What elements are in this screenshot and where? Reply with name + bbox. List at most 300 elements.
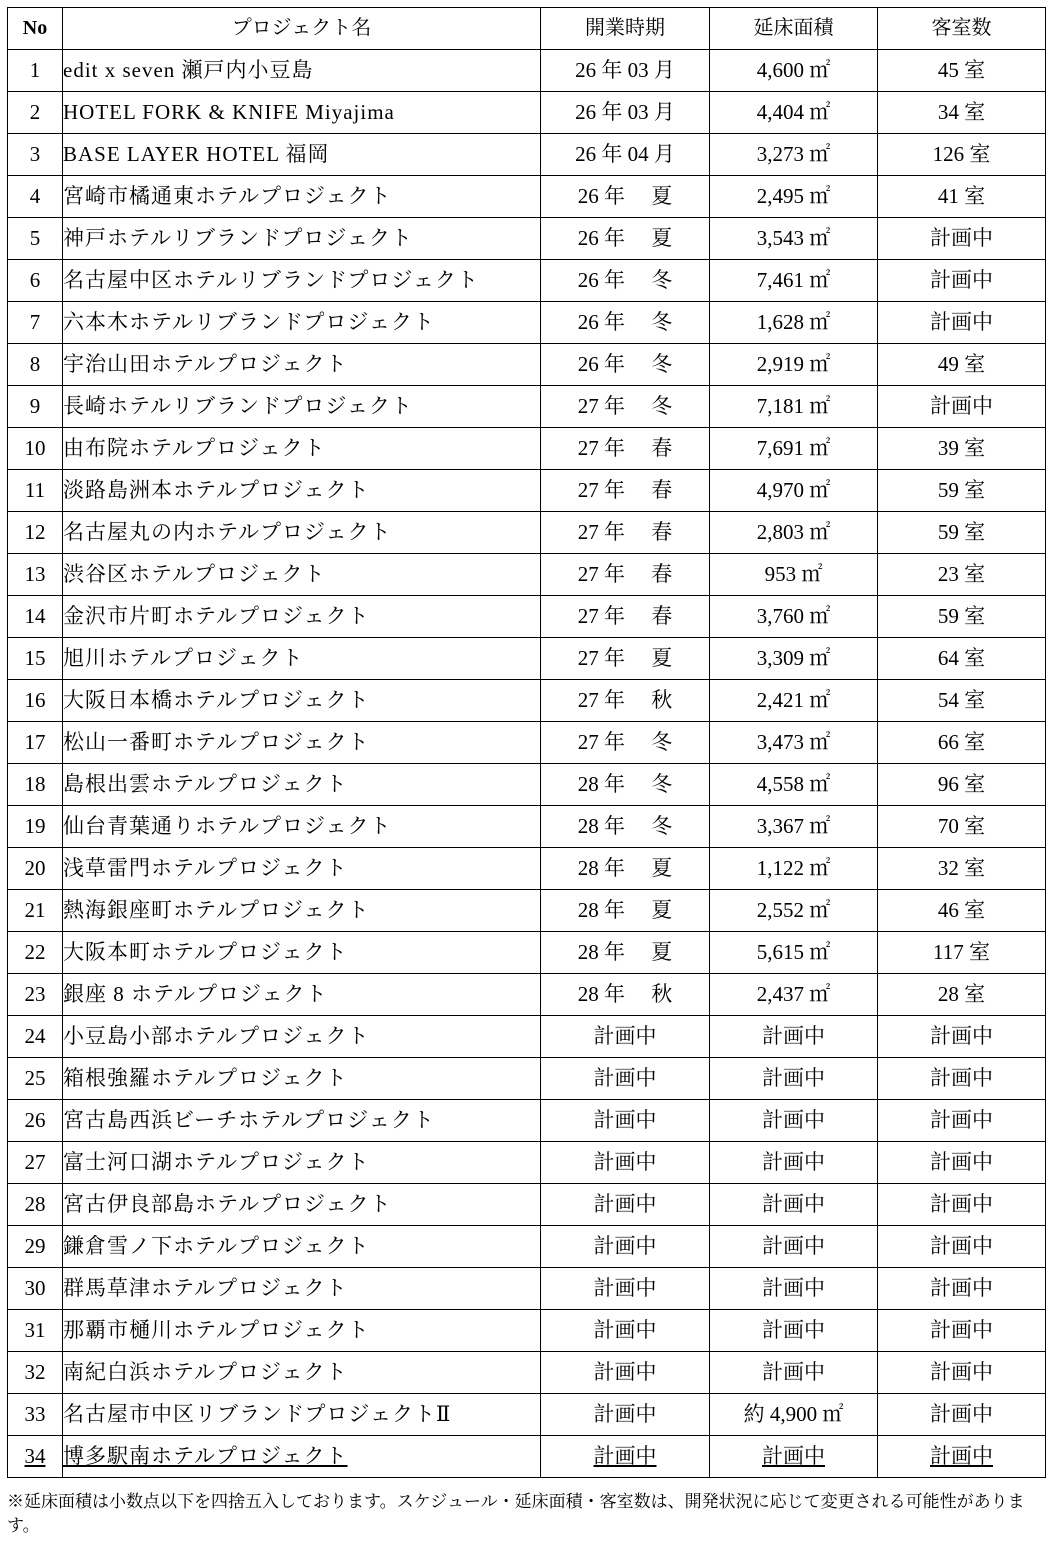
cell-room-count	[878, 1310, 1046, 1352]
cell-project-name-text: 仙台青葉通りホテルプロジェクト	[63, 814, 392, 838]
cell-project-name-text: 松山一番町ホテルプロジェクト	[63, 730, 370, 754]
cell-project-name-text: 由布院ホテルプロジェクト	[63, 436, 326, 460]
cell-no	[8, 1100, 63, 1142]
cell-floor-area	[710, 932, 878, 974]
cell-project-name-text: 旭川ホテルプロジェクト	[63, 646, 304, 670]
cell-opening-date	[541, 386, 710, 428]
table-row	[8, 806, 1046, 848]
cell-project-name	[63, 50, 541, 92]
cell-floor-area	[710, 722, 878, 764]
cell-opening-date	[541, 974, 710, 1016]
cell-opening-date-text: 計画中	[593, 1318, 657, 1342]
cell-project-name	[63, 806, 541, 848]
cell-no	[8, 512, 63, 554]
cell-project-name	[63, 260, 541, 302]
cell-opening-date-text: 計画中	[593, 1066, 657, 1090]
cell-no-text: 2	[29, 100, 41, 124]
cell-no	[8, 680, 63, 722]
cell-project-name	[63, 470, 541, 512]
table-header-row	[8, 8, 1046, 50]
cell-no	[8, 764, 63, 806]
cell-no	[8, 638, 63, 680]
cell-floor-area-text: 3,367 ㎡	[756, 814, 831, 838]
cell-room-count	[878, 890, 1046, 932]
cell-opening-date-text: 計画中	[593, 1402, 657, 1426]
cell-opening-date-text: 27 年 冬	[577, 730, 673, 754]
cell-opening-date-text: 28 年 夏	[577, 856, 673, 880]
cell-opening-date	[541, 638, 710, 680]
cell-opening-date	[541, 764, 710, 806]
cell-floor-area	[710, 134, 878, 176]
cell-opening-date	[541, 92, 710, 134]
cell-floor-area	[710, 974, 878, 1016]
cell-project-name-text: 銀座 8 ホテルプロジェクト	[63, 982, 328, 1006]
cell-room-count	[878, 596, 1046, 638]
cell-no-text: 14	[24, 604, 46, 628]
cell-no-text: 3	[29, 142, 41, 166]
cell-floor-area-text: 3,309 ㎡	[756, 646, 831, 670]
cell-floor-area	[710, 764, 878, 806]
header-floor-area: 延床面積	[710, 8, 878, 50]
cell-floor-area	[710, 1016, 878, 1058]
cell-opening-date	[541, 1310, 710, 1352]
cell-room-count	[878, 1100, 1046, 1142]
cell-no	[8, 596, 63, 638]
cell-no	[8, 848, 63, 890]
cell-no	[8, 302, 63, 344]
cell-project-name	[63, 176, 541, 218]
cell-no-text: 19	[24, 814, 46, 838]
cell-room-count	[878, 1226, 1046, 1268]
cell-floor-area-text: 計画中	[762, 1108, 825, 1132]
cell-opening-date-text: 26 年 03 月	[575, 100, 675, 124]
cell-no-text: 15	[24, 646, 46, 670]
cell-floor-area	[710, 344, 878, 386]
cell-no-text: 30	[24, 1276, 46, 1300]
cell-project-name-text: 浅草雷門ホテルプロジェクト	[63, 856, 348, 880]
cell-project-name	[63, 1352, 541, 1394]
cell-room-count	[878, 470, 1046, 512]
cell-room-count-text: 39 室	[937, 436, 986, 460]
cell-opening-date	[541, 1016, 710, 1058]
cell-no-text: 16	[24, 688, 46, 712]
cell-project-name	[63, 1142, 541, 1184]
cell-room-count	[878, 806, 1046, 848]
cell-floor-area	[710, 1058, 878, 1100]
cell-opening-date-text: 28 年 冬	[577, 814, 673, 838]
cell-no-text: 27	[24, 1150, 46, 1174]
table-row	[8, 722, 1046, 764]
table-row	[8, 50, 1046, 92]
cell-opening-date	[541, 722, 710, 764]
cell-no-text: 31	[24, 1318, 46, 1342]
cell-no	[8, 92, 63, 134]
cell-project-name-text: 大阪本町ホテルプロジェクト	[63, 940, 348, 964]
cell-room-count	[878, 50, 1046, 92]
cell-floor-area-text: 3,273 ㎡	[756, 142, 831, 166]
table-row	[8, 554, 1046, 596]
cell-floor-area-text: 2,421 ㎡	[756, 688, 831, 712]
cell-no	[8, 974, 63, 1016]
cell-project-name-text: HOTEL FORK & KNIFE Miyajima	[63, 100, 395, 124]
cell-no	[8, 218, 63, 260]
table-row	[8, 932, 1046, 974]
cell-opening-date-text: 計画中	[593, 1444, 657, 1468]
cell-no	[8, 260, 63, 302]
cell-floor-area	[710, 1226, 878, 1268]
cell-no-text: 34	[24, 1444, 46, 1468]
cell-no-text: 12	[24, 520, 46, 544]
cell-opening-date-text: 27 年 秋	[577, 688, 673, 712]
cell-floor-area-text: 2,803 ㎡	[756, 520, 831, 544]
table-row	[8, 974, 1046, 1016]
cell-floor-area	[710, 302, 878, 344]
cell-project-name-text: 博多駅南ホテルプロジェクト	[63, 1444, 348, 1468]
cell-floor-area	[710, 848, 878, 890]
table-row	[8, 386, 1046, 428]
cell-floor-area	[710, 50, 878, 92]
cell-floor-area	[710, 1436, 878, 1478]
cell-room-count	[878, 554, 1046, 596]
cell-opening-date-text: 26 年 夏	[577, 226, 673, 250]
cell-project-name	[63, 890, 541, 932]
cell-room-count-text: 59 室	[937, 520, 986, 544]
cell-room-count	[878, 1184, 1046, 1226]
cell-opening-date	[541, 1100, 710, 1142]
table-row	[8, 176, 1046, 218]
cell-opening-date	[541, 890, 710, 932]
cell-no	[8, 50, 63, 92]
cell-project-name-text: 群馬草津ホテルプロジェクト	[63, 1276, 348, 1300]
cell-floor-area-text: 7,691 ㎡	[756, 436, 831, 460]
cell-floor-area-text: 計画中	[762, 1318, 825, 1342]
cell-no	[8, 1184, 63, 1226]
cell-floor-area-text: 3,473 ㎡	[756, 730, 831, 754]
cell-room-count-text: 計画中	[930, 394, 993, 418]
table-row	[8, 848, 1046, 890]
cell-project-name	[63, 92, 541, 134]
cell-opening-date-text: 計画中	[593, 1192, 657, 1216]
header-no: No	[8, 8, 63, 50]
cell-floor-area-text: 計画中	[762, 1444, 825, 1468]
cell-floor-area	[710, 176, 878, 218]
cell-opening-date-text: 26 年 04 月	[575, 142, 675, 166]
cell-project-name-text: edit x seven 瀬戸内小豆島	[63, 58, 314, 82]
table-row	[8, 512, 1046, 554]
cell-opening-date-text: 計画中	[593, 1108, 657, 1132]
cell-room-count-text: 計画中	[930, 1192, 993, 1216]
cell-no	[8, 806, 63, 848]
cell-project-name-text: 那覇市樋川ホテルプロジェクト	[63, 1318, 370, 1342]
cell-no	[8, 344, 63, 386]
cell-room-count-text: 23 室	[937, 562, 986, 586]
cell-room-count	[878, 932, 1046, 974]
cell-opening-date-text: 27 年 夏	[577, 646, 673, 670]
cell-opening-date-text: 計画中	[593, 1150, 657, 1174]
cell-room-count-text: 70 室	[937, 814, 986, 838]
cell-floor-area-text: 計画中	[762, 1276, 825, 1300]
cell-room-count-text: 計画中	[930, 1444, 993, 1468]
table-row	[8, 1352, 1046, 1394]
cell-floor-area	[710, 1352, 878, 1394]
cell-project-name-text: 小豆島小部ホテルプロジェクト	[63, 1024, 370, 1048]
cell-floor-area-text: 1,122 ㎡	[756, 856, 831, 880]
cell-room-count-text: 64 室	[937, 646, 986, 670]
table-row	[8, 218, 1046, 260]
hotel-project-table	[7, 7, 1046, 1478]
cell-no	[8, 134, 63, 176]
cell-project-name	[63, 848, 541, 890]
cell-room-count-text: 32 室	[937, 856, 986, 880]
table-row	[8, 1058, 1046, 1100]
cell-opening-date	[541, 932, 710, 974]
cell-project-name	[63, 344, 541, 386]
cell-project-name-text: 宮崎市橘通東ホテルプロジェクト	[63, 184, 392, 208]
table-row	[8, 1436, 1046, 1478]
table-row	[8, 764, 1046, 806]
cell-room-count	[878, 428, 1046, 470]
cell-floor-area	[710, 92, 878, 134]
cell-room-count-text: 54 室	[937, 688, 986, 712]
table-row	[8, 260, 1046, 302]
cell-project-name	[63, 1226, 541, 1268]
cell-no-text: 17	[24, 730, 46, 754]
cell-floor-area	[710, 1142, 878, 1184]
cell-opening-date	[541, 50, 710, 92]
cell-no-text: 7	[29, 310, 41, 334]
cell-project-name-text: 名古屋市中区リブランドプロジェクトⅡ	[63, 1402, 452, 1426]
cell-project-name-text: 箱根強羅ホテルプロジェクト	[63, 1066, 348, 1090]
cell-opening-date	[541, 806, 710, 848]
cell-opening-date-text: 26 年 03 月	[575, 58, 675, 82]
table-row	[8, 1100, 1046, 1142]
cell-room-count	[878, 92, 1046, 134]
cell-no	[8, 1310, 63, 1352]
cell-room-count-text: 96 室	[937, 772, 986, 796]
cell-project-name	[63, 596, 541, 638]
cell-project-name	[63, 1394, 541, 1436]
cell-no	[8, 470, 63, 512]
cell-project-name-text: 神戸ホテルリブランドプロジェクト	[63, 226, 413, 250]
cell-room-count	[878, 1142, 1046, 1184]
cell-opening-date	[541, 680, 710, 722]
table-row	[8, 1184, 1046, 1226]
cell-room-count-text: 計画中	[930, 1402, 993, 1426]
table-row	[8, 428, 1046, 470]
cell-opening-date-text: 27 年 春	[577, 604, 673, 628]
cell-opening-date	[541, 512, 710, 554]
cell-room-count-text: 計画中	[930, 1024, 993, 1048]
cell-room-count	[878, 848, 1046, 890]
cell-no-text: 28	[24, 1192, 46, 1216]
cell-no-text: 11	[24, 478, 46, 502]
table-row	[8, 1310, 1046, 1352]
cell-opening-date	[541, 428, 710, 470]
cell-floor-area	[710, 1100, 878, 1142]
cell-opening-date	[541, 134, 710, 176]
cell-opening-date-text: 計画中	[593, 1360, 657, 1384]
cell-room-count	[878, 134, 1046, 176]
cell-floor-area	[710, 260, 878, 302]
cell-no	[8, 428, 63, 470]
cell-opening-date	[541, 1436, 710, 1478]
cell-no-text: 24	[24, 1024, 46, 1048]
cell-room-count-text: 計画中	[930, 1066, 993, 1090]
cell-room-count	[878, 260, 1046, 302]
cell-floor-area-text: 計画中	[762, 1150, 825, 1174]
cell-opening-date	[541, 344, 710, 386]
cell-project-name	[63, 680, 541, 722]
cell-no	[8, 386, 63, 428]
cell-opening-date	[541, 1142, 710, 1184]
cell-project-name	[63, 1058, 541, 1100]
cell-floor-area-text: 7,461 ㎡	[756, 268, 831, 292]
cell-no-text: 1	[29, 58, 41, 82]
cell-project-name-text: 渋谷区ホテルプロジェクト	[63, 562, 326, 586]
cell-floor-area-text: 2,437 ㎡	[756, 982, 831, 1006]
table-row	[8, 302, 1046, 344]
cell-floor-area	[710, 554, 878, 596]
cell-room-count-text: 計画中	[930, 226, 993, 250]
cell-floor-area-text: 2,552 ㎡	[756, 898, 831, 922]
cell-project-name-text: 六本木ホテルリブランドプロジェクト	[63, 310, 435, 334]
cell-opening-date-text: 26 年 夏	[577, 184, 673, 208]
table-row	[8, 92, 1046, 134]
cell-opening-date	[541, 1058, 710, 1100]
cell-project-name	[63, 512, 541, 554]
cell-opening-date-text: 計画中	[593, 1276, 657, 1300]
cell-opening-date-text: 27 年 春	[577, 478, 673, 502]
cell-no-text: 33	[24, 1402, 46, 1426]
cell-room-count-text: 計画中	[930, 1360, 993, 1384]
cell-room-count-text: 46 室	[937, 898, 986, 922]
cell-opening-date-text: 26 年 冬	[577, 310, 673, 334]
header-project-name: プロジェクト名	[63, 8, 541, 50]
cell-opening-date	[541, 554, 710, 596]
cell-room-count-text: 計画中	[930, 310, 993, 334]
cell-no	[8, 1058, 63, 1100]
cell-project-name-text: 南紀白浜ホテルプロジェクト	[63, 1360, 348, 1384]
cell-no	[8, 176, 63, 218]
cell-no	[8, 1016, 63, 1058]
table-row	[8, 596, 1046, 638]
cell-room-count	[878, 1394, 1046, 1436]
cell-floor-area	[710, 428, 878, 470]
cell-project-name	[63, 134, 541, 176]
cell-project-name	[63, 974, 541, 1016]
cell-floor-area	[710, 386, 878, 428]
cell-no-text: 6	[29, 268, 41, 292]
cell-opening-date-text: 27 年 冬	[577, 394, 673, 418]
table-row	[8, 1226, 1046, 1268]
cell-opening-date-text: 27 年 春	[577, 562, 673, 586]
cell-no-text: 29	[24, 1234, 46, 1258]
cell-project-name-text: 宇治山田ホテルプロジェクト	[63, 352, 348, 376]
cell-opening-date-text: 27 年 春	[577, 436, 673, 460]
cell-room-count-text: 計画中	[930, 1108, 993, 1132]
cell-project-name-text: 長崎ホテルリブランドプロジェクト	[63, 394, 413, 418]
cell-project-name-text: 宮古伊良部島ホテルプロジェクト	[63, 1192, 392, 1216]
cell-project-name	[63, 638, 541, 680]
cell-no	[8, 1352, 63, 1394]
cell-project-name	[63, 1100, 541, 1142]
cell-no-text: 9	[29, 394, 41, 418]
cell-room-count	[878, 344, 1046, 386]
cell-room-count-text: 28 室	[937, 982, 986, 1006]
cell-floor-area-text: 1,628 ㎡	[756, 310, 831, 334]
table-row	[8, 890, 1046, 932]
cell-floor-area-text: 4,404 ㎡	[756, 100, 831, 124]
table-row	[8, 470, 1046, 512]
cell-project-name-text: 名古屋丸の内ホテルプロジェクト	[63, 520, 392, 544]
cell-project-name-text: 淡路島洲本ホテルプロジェクト	[63, 478, 370, 502]
cell-project-name	[63, 302, 541, 344]
cell-room-count	[878, 386, 1046, 428]
cell-no	[8, 1436, 63, 1478]
cell-room-count	[878, 1268, 1046, 1310]
cell-opening-date	[541, 176, 710, 218]
cell-room-count	[878, 218, 1046, 260]
cell-no-text: 10	[24, 436, 46, 460]
cell-floor-area-text: 計画中	[762, 1360, 825, 1384]
cell-no	[8, 932, 63, 974]
cell-room-count-text: 計画中	[930, 1234, 993, 1258]
cell-floor-area-text: 計画中	[762, 1066, 825, 1090]
cell-floor-area	[710, 470, 878, 512]
cell-floor-area	[710, 806, 878, 848]
cell-project-name	[63, 1016, 541, 1058]
cell-project-name	[63, 932, 541, 974]
cell-no	[8, 1226, 63, 1268]
cell-no-text: 21	[24, 898, 46, 922]
table-row	[8, 134, 1046, 176]
header-room-count: 客室数	[878, 8, 1046, 50]
cell-project-name-text: 熱海銀座町ホテルプロジェクト	[63, 898, 370, 922]
cell-floor-area-text: 3,760 ㎡	[756, 604, 831, 628]
cell-opening-date	[541, 218, 710, 260]
cell-room-count	[878, 1436, 1046, 1478]
cell-room-count-text: 41 室	[937, 184, 986, 208]
cell-room-count	[878, 176, 1046, 218]
cell-room-count	[878, 638, 1046, 680]
cell-floor-area	[710, 680, 878, 722]
cell-no-text: 5	[29, 226, 41, 250]
footnote: ※延床面積は小数点以下を四捨五入しております。スケジュール・延床面積・客室数は、開発状況に応じて変更される可能性があります。	[7, 1492, 1025, 1535]
cell-opening-date	[541, 1352, 710, 1394]
cell-floor-area	[710, 1184, 878, 1226]
cell-floor-area	[710, 638, 878, 680]
cell-room-count-text: 計画中	[930, 1276, 993, 1300]
cell-floor-area	[710, 596, 878, 638]
cell-room-count-text: 117 室	[933, 940, 990, 964]
cell-opening-date-text: 28 年 夏	[577, 898, 673, 922]
table-row	[8, 344, 1046, 386]
cell-floor-area-text: 2,919 ㎡	[756, 352, 831, 376]
header-opening-date: 開業時期	[541, 8, 710, 50]
cell-no	[8, 890, 63, 932]
cell-opening-date	[541, 1394, 710, 1436]
cell-no	[8, 722, 63, 764]
cell-floor-area-text: 7,181 ㎡	[756, 394, 831, 418]
cell-no-text: 32	[24, 1360, 46, 1384]
cell-room-count-text: 34 室	[937, 100, 986, 124]
cell-no	[8, 1268, 63, 1310]
cell-no	[8, 1142, 63, 1184]
cell-floor-area	[710, 1268, 878, 1310]
cell-no-text: 4	[29, 184, 41, 208]
cell-room-count	[878, 974, 1046, 1016]
cell-opening-date-text: 26 年 冬	[577, 268, 673, 292]
